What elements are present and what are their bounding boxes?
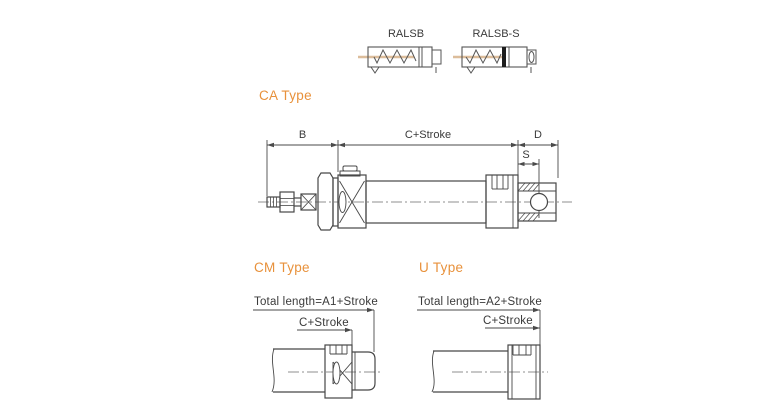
ca-dim-c-stroke-label: C+Stroke	[404, 129, 452, 141]
u-type-title: U Type	[419, 260, 464, 275]
ca-dim-b-label: B	[298, 129, 307, 141]
ca-type-drawing	[252, 126, 578, 248]
cm-c-stroke-label: C+Stroke	[299, 317, 349, 329]
ca-dim-s-label: S	[522, 149, 530, 161]
u-type-drawing	[412, 292, 560, 418]
ralsb-s-icon-label: RALSB-S	[472, 28, 520, 40]
ralsb-s-cylinder-icon	[450, 42, 550, 78]
u-total-length-label: Total length=A2+Stroke	[418, 296, 542, 308]
cm-type-drawing	[250, 292, 400, 418]
u-c-stroke-label: C+Stroke	[483, 315, 533, 327]
cm-type-title: CM Type	[254, 260, 310, 275]
ralsb-cylinder-icon	[356, 42, 456, 78]
ca-dim-d-label: D	[534, 129, 542, 141]
ralsb-icon-label: RALSB	[387, 28, 425, 40]
cm-total-length-label: Total length=A1+Stroke	[254, 296, 378, 308]
ca-type-title: CA Type	[259, 88, 312, 103]
